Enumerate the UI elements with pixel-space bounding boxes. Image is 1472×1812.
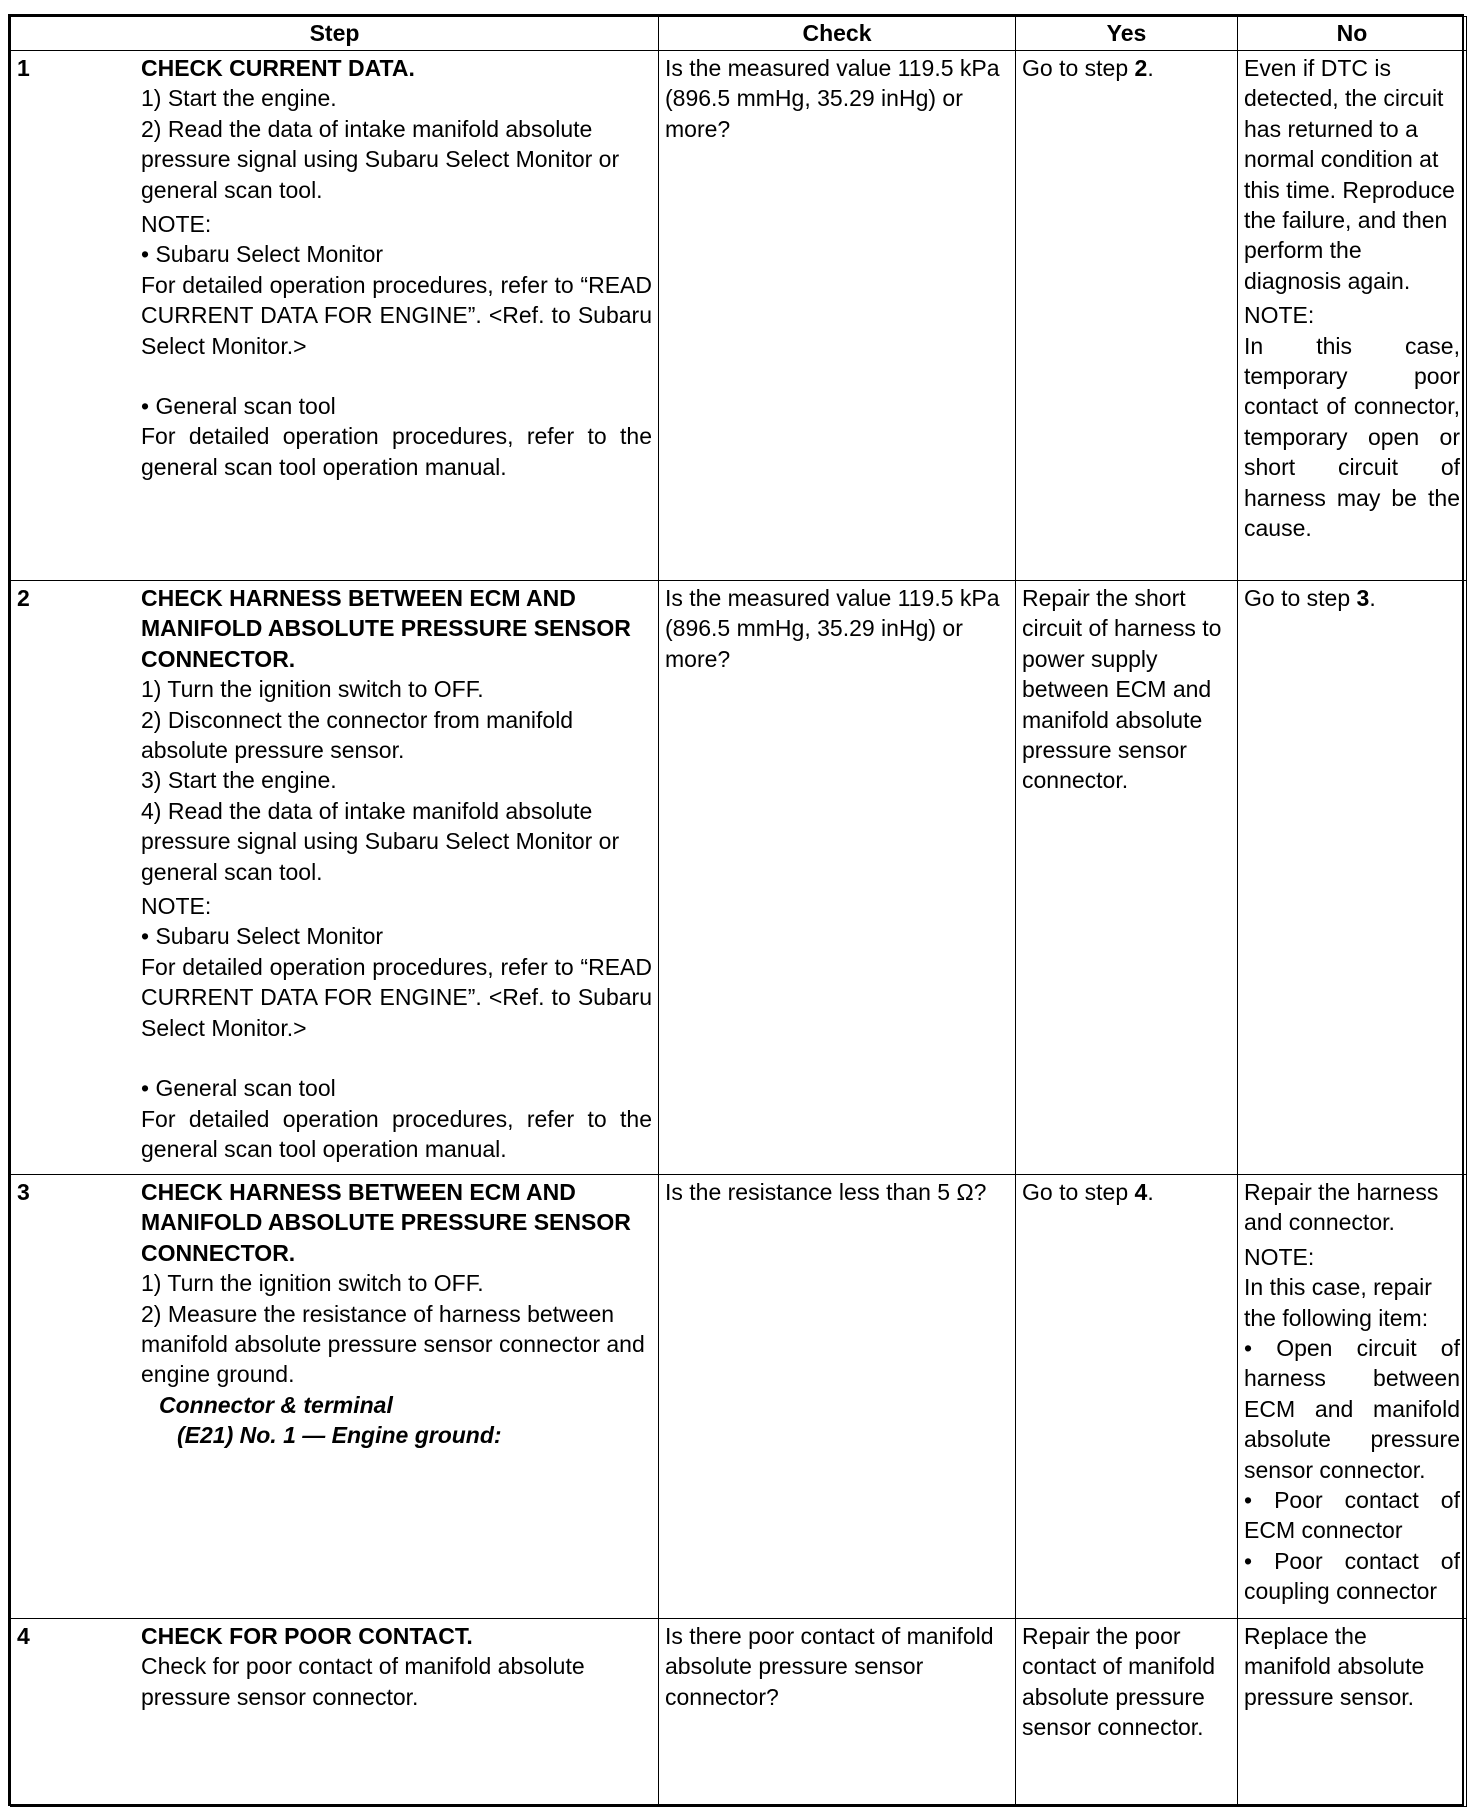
no-step-number: 3 bbox=[1356, 585, 1370, 611]
no-cell bbox=[1238, 51, 1467, 581]
step-line: 4) Read the data of intake manifold absolute pressure signal using Subaru Select Monitor or general scan tool. bbox=[141, 797, 620, 885]
table-row bbox=[11, 51, 1467, 581]
step-line: 2) Read the data of intake manifold absolute pressure signal using Subaru Select Monitor or general scan tool. bbox=[141, 115, 620, 203]
note-paragraph: For detailed operation procedures, refer to “READ CURRENT DATA FOR ENGINE”. <Ref. to Subaru Select Monitor.> bbox=[141, 271, 652, 359]
yes-text: Repair the poor contact of manifold absolute pressure sensor connector. bbox=[1022, 1623, 1216, 1741]
step-title: CHECK HARNESS BETWEEN ECM AND MANIFOLD ABSOLUTE PRESSURE SENSOR CONNECTOR. bbox=[141, 585, 631, 672]
check-question: Is the measured value 119.5 kPa (896.5 mmHg, 35.29 inHg) or more? bbox=[665, 55, 1000, 142]
header-check: Check bbox=[659, 17, 1016, 51]
note-paragraph: For detailed operation procedures, refer to the general scan tool operation manual. bbox=[141, 1105, 652, 1162]
no-note-label: NOTE: bbox=[1244, 1243, 1315, 1270]
yes-cell bbox=[1016, 581, 1238, 1175]
yes-cell bbox=[1016, 51, 1238, 581]
no-note: In this case, temporary poor contact of connector, temporary open or short circuit of harness may be the cause. bbox=[1244, 332, 1460, 542]
step-line: 3) Start the engine. bbox=[141, 767, 337, 794]
note-paragraph: For detailed operation procedures, refer to “READ CURRENT DATA FOR ENGINE”. <Ref. to Subaru Select Monitor.> bbox=[141, 953, 652, 1041]
yes-step-number: 4 bbox=[1134, 1179, 1148, 1205]
no-cell bbox=[1238, 581, 1467, 1175]
check-cell bbox=[659, 581, 1016, 1175]
yes-step-number: 2 bbox=[1134, 55, 1148, 81]
step-line: 1) Turn the ignition switch to OFF. bbox=[141, 1270, 484, 1297]
header-yes: Yes bbox=[1016, 17, 1238, 51]
note-paragraph: For detailed operation procedures, refer to the general scan tool operation manual. bbox=[141, 423, 652, 480]
step-title: CHECK HARNESS BETWEEN ECM AND MANIFOLD ABSOLUTE PRESSURE SENSOR CONNECTOR. bbox=[141, 1179, 631, 1266]
step-line: 2) Measure the resistance of harness between manifold absolute pressure sensor connector and engine ground. bbox=[141, 1300, 645, 1388]
check-question: Is the measured value 119.5 kPa (896.5 mmHg, 35.29 inHg) or more? bbox=[665, 585, 1000, 672]
step-line: 1) Start the engine. bbox=[141, 85, 337, 112]
check-cell bbox=[659, 51, 1016, 581]
check-question: Is the resistance less than 5 Ω? bbox=[665, 1179, 987, 1205]
check-question: Is there poor contact of manifold absolute pressure sensor connector? bbox=[665, 1623, 994, 1710]
header-step: Step bbox=[11, 17, 659, 51]
table-row bbox=[11, 1175, 1467, 1619]
check-cell bbox=[659, 1175, 1016, 1619]
no-text: Even if DTC is detected, the circuit has returned to a normal condition at this time. Reproduce the failure, and then perform the diagnosis again. bbox=[1244, 55, 1455, 294]
step-line: Check for poor contact of manifold absolute pressure sensor connector. bbox=[141, 1653, 585, 1710]
no-note: In this case, repair the following item: bbox=[1244, 1274, 1432, 1331]
step-cell bbox=[11, 1619, 659, 1807]
no-text: Replace the manifold absolute pressure sensor. bbox=[1244, 1623, 1425, 1710]
yes-cell bbox=[1016, 1619, 1238, 1807]
note-bullet: • General scan tool bbox=[141, 391, 652, 421]
step-cell bbox=[11, 581, 659, 1175]
table-row bbox=[11, 581, 1467, 1175]
step-number: 1 bbox=[17, 55, 30, 81]
step-line: 2) Disconnect the connector from manifold absolute pressure sensor. bbox=[141, 706, 574, 764]
yes-text: Repair the short circuit of harness to power supply between ECM and manifold absolute pressure sensor connector. bbox=[1022, 585, 1222, 794]
no-bullet: • Open circuit of harness between ECM and manifold absolute pressure sensor connector. bbox=[1244, 1333, 1460, 1485]
table-header-row bbox=[11, 17, 1467, 51]
yes-suffix: . bbox=[1147, 1179, 1154, 1205]
table-row bbox=[11, 1619, 1467, 1807]
note-label: NOTE: bbox=[141, 211, 212, 238]
no-bullet: • Poor contact of ECM connector bbox=[1244, 1485, 1460, 1546]
step-cell bbox=[11, 1175, 659, 1619]
spec-label: Connector & terminal bbox=[159, 1391, 393, 1418]
yes-cell bbox=[1016, 1175, 1238, 1619]
header-no: No bbox=[1238, 17, 1467, 51]
note-label: NOTE: bbox=[141, 893, 212, 920]
no-cell bbox=[1238, 1619, 1467, 1807]
diagnostic-table-page bbox=[8, 14, 1464, 1806]
no-suffix: . bbox=[1369, 585, 1376, 611]
step-cell bbox=[11, 51, 659, 581]
note-bullet: • General scan tool bbox=[141, 1073, 652, 1103]
yes-suffix: . bbox=[1147, 55, 1154, 81]
no-bullet: • Poor contact of coupling connector bbox=[1244, 1546, 1460, 1607]
no-text: Repair the harness and connector. bbox=[1244, 1179, 1439, 1236]
yes-text: Go to step bbox=[1022, 55, 1135, 81]
step-number: 4 bbox=[17, 1623, 30, 1649]
no-cell bbox=[1238, 1175, 1467, 1619]
spec-value: (E21) No. 1 — Engine ground: bbox=[177, 1422, 502, 1449]
yes-text: Go to step bbox=[1022, 1179, 1135, 1205]
step-line: 1) Turn the ignition switch to OFF. bbox=[141, 676, 484, 703]
no-text: Go to step bbox=[1244, 585, 1357, 611]
note-bullet: • Subaru Select Monitor bbox=[141, 239, 652, 269]
step-number: 3 bbox=[17, 1179, 30, 1205]
step-title: CHECK FOR POOR CONTACT. bbox=[141, 1623, 473, 1649]
diagnostic-procedure-table bbox=[10, 16, 1467, 1807]
step-title: CHECK CURRENT DATA. bbox=[141, 55, 415, 81]
note-bullet: • Subaru Select Monitor bbox=[141, 921, 652, 951]
step-number: 2 bbox=[17, 585, 30, 611]
no-note-label: NOTE: bbox=[1244, 302, 1315, 329]
check-cell bbox=[659, 1619, 1016, 1807]
